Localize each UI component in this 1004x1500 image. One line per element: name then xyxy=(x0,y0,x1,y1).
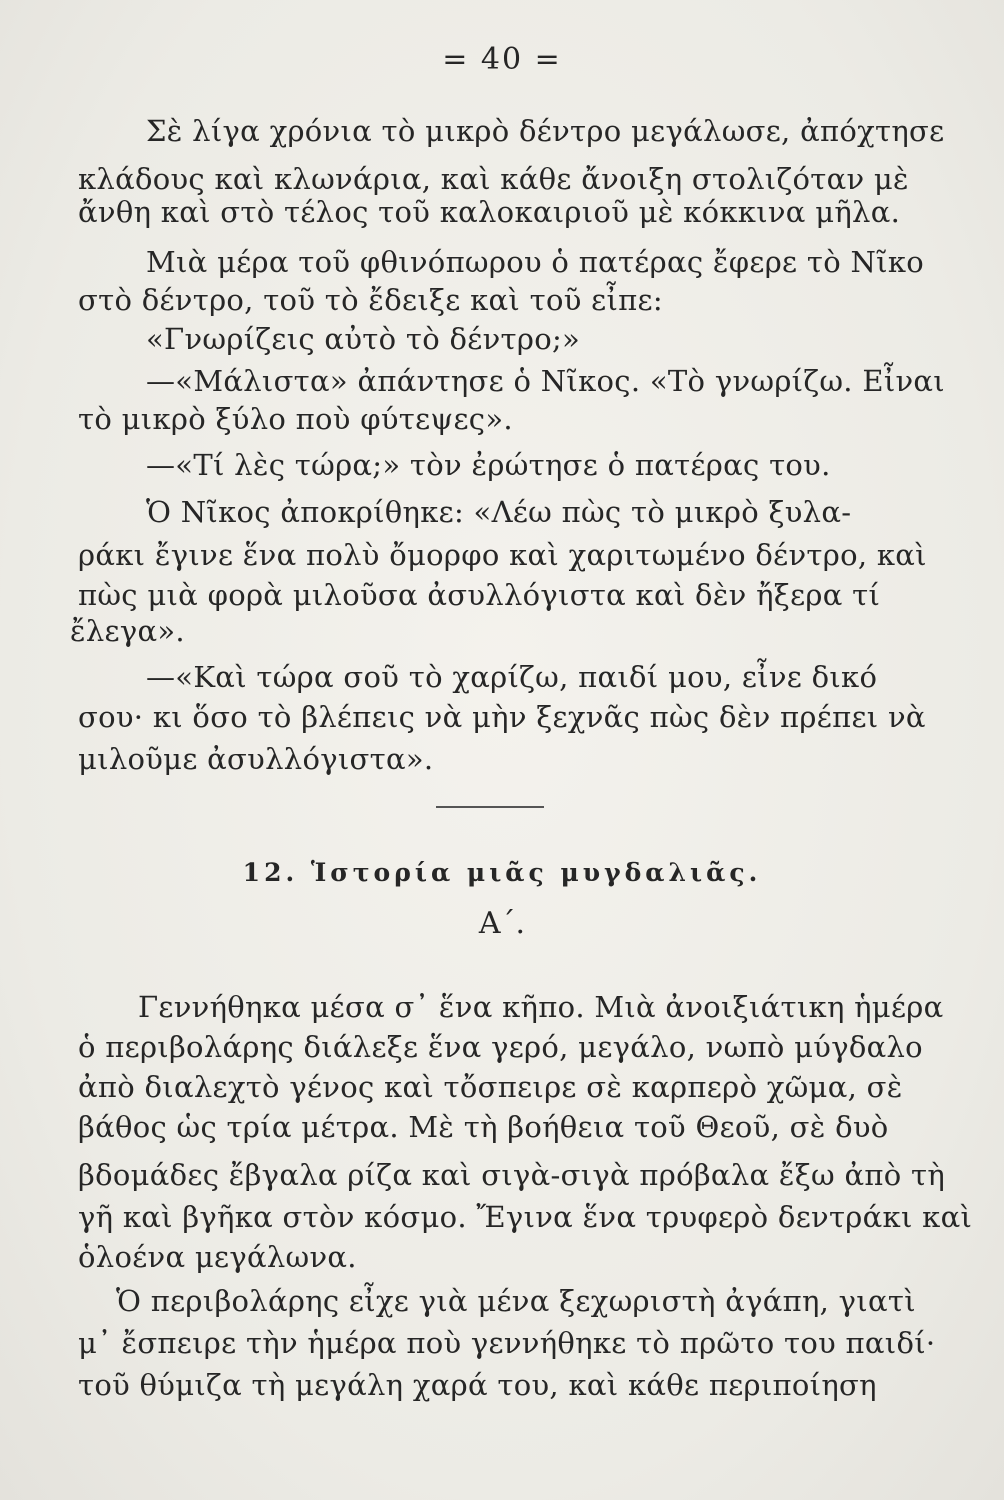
text-line: πὼς μιὰ φορὰ μιλοῦσα ἀσυλλόγιστα καὶ δὲν ἤξερα τί xyxy=(78,578,881,612)
section-letter: Α΄. xyxy=(478,906,526,941)
text-line: ὁ περιβολάρης διάλεξε ἕνα γερό, μεγάλο, νωπὸ μύγδαλο xyxy=(78,1030,923,1064)
text-line: ὁλοένα μεγάλωνα. xyxy=(78,1240,357,1274)
text-line: βάθος ὡς τρία μέτρα. Μὲ τὴ βοήθεια τοῦ Θεοῦ, σὲ δυὸ xyxy=(78,1110,889,1144)
text-line: στὸ δέντρο, τοῦ τὸ ἔδειξε καὶ τοῦ εἶπε: xyxy=(78,283,663,317)
text-line: ἔλεγα». xyxy=(70,614,185,648)
text-line: ἀπὸ διαλεχτὸ γένος καὶ τὄσπειρε σὲ καρπερὸ χῶμα, σὲ xyxy=(78,1070,903,1104)
text-line: τὸ μικρὸ ξύλο ποὺ φύτεψες». xyxy=(78,402,513,436)
text-line: μ᾽ ἔσπειρε τὴν ἡμέρα ποὺ γεννήθηκε τὸ πρῶτο του παιδί· xyxy=(78,1326,936,1360)
text-line: τοῦ θύμιζα τὴ μεγάλη χαρά του, καὶ κάθε περιποίηση xyxy=(78,1368,877,1402)
text-line: «Γνωρίζεις αὐτὸ τὸ δέντρο;» xyxy=(146,322,581,356)
section-title: 12. Ἱστορία μιᾶς μυγδαλιᾶς. xyxy=(242,858,762,887)
text-line: —«Τί λὲς τώρα;» τὸν ἐρώτησε ὁ πατέρας του. xyxy=(146,448,831,482)
text-line: Ὁ Νῖκος ἀποκρίθηκε: «Λέω πὼς τὸ μικρὸ ξυλα- xyxy=(146,495,852,529)
text-line: κλάδους καὶ κλωνάρια, καὶ κάθε ἄνοιξη στολιζόταν μὲ xyxy=(78,162,909,196)
text-line: Σὲ λίγα χρόνια τὸ μικρὸ δέντρο μεγάλωσε, ἀπόχτησε xyxy=(146,114,945,148)
text-line: —«Καὶ τώρα σοῦ τὸ χαρίζω, παιδί μου, εἶνε δικό xyxy=(146,660,878,694)
page-number-header: = 40 = xyxy=(442,42,562,77)
text-line: γῆ καὶ βγῆκα στὸν κόσμο. Ἔγινα ἕνα τρυφερὸ δεντράκι καὶ xyxy=(78,1200,973,1234)
text-line: μιλοῦμε ἀσυλλόγιστα». xyxy=(78,742,434,776)
text-line: —«Μάλιστα» ἀπάντησε ὁ Νῖκος. «Τὸ γνωρίζω. Εἶναι xyxy=(146,364,945,398)
text-line: Γεννήθηκα μέσα σ᾽ ἕνα κῆπο. Μιὰ ἀνοιξιάτικη ἡμέρα xyxy=(138,990,944,1024)
text-line: σου· κι ὅσο τὸ βλέπεις νὰ μὴν ξεχνᾶς πὼς δὲν πρέπει νὰ xyxy=(78,700,926,734)
text-line: ἄνθη καὶ στὸ τέλος τοῦ καλοκαιριοῦ μὲ κόκκινα μῆλα. xyxy=(78,195,901,229)
text-line: Μιὰ μέρα τοῦ φθινόπωρου ὁ πατέρας ἔφερε τὸ Νῖκο xyxy=(146,245,925,279)
text-line: βδομάδες ἔβγαλα ρίζα καὶ σιγὰ-σιγὰ πρόβαλα ἔξω ἀπὸ τὴ xyxy=(78,1158,946,1192)
text-line: Ὁ περιβολάρης εἶχε γιὰ μένα ξεχωριστὴ ἀγάπη, γιατὶ xyxy=(116,1284,916,1318)
text-line: ράκι ἔγινε ἕνα πολὺ ὄμορφο καὶ χαριτωμένο δέντρο, καὶ xyxy=(78,538,927,572)
section-divider xyxy=(436,806,544,808)
